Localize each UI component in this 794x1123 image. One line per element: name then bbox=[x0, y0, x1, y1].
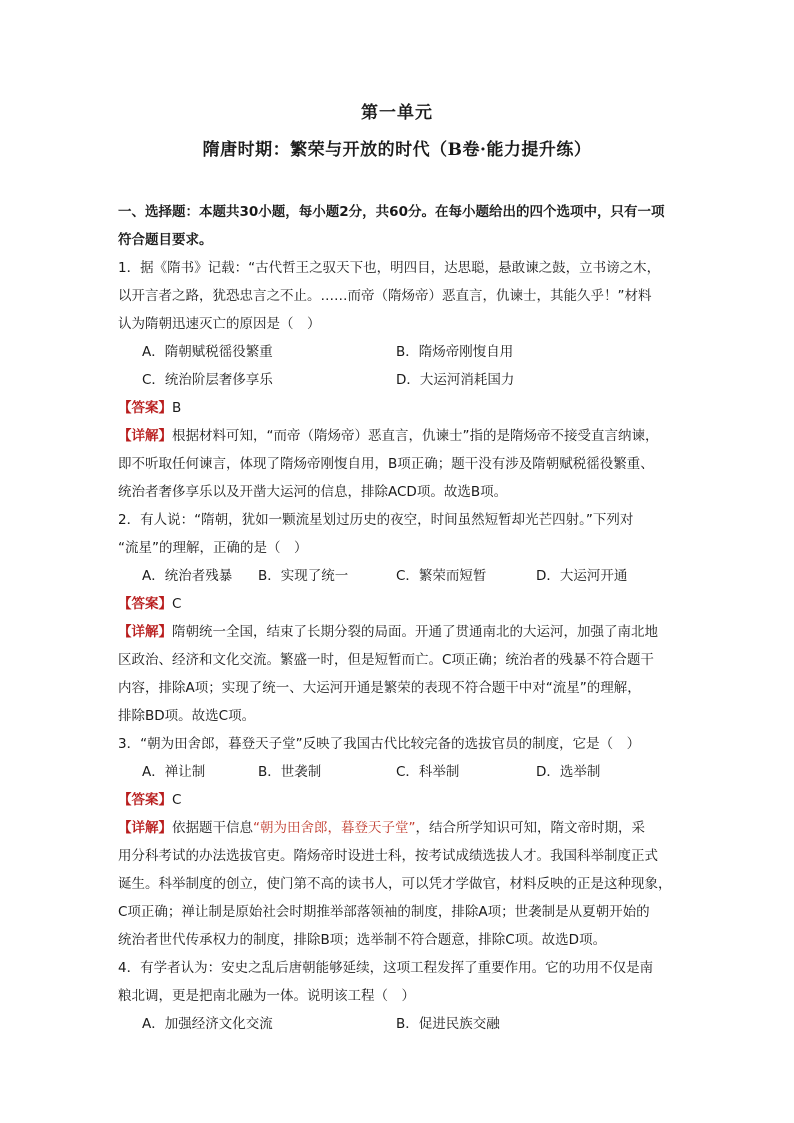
q2-answer bbox=[118, 590, 678, 618]
q3-option-c: C．科举制 bbox=[396, 764, 460, 780]
q2-explanation-line: 排除BD项。故选C项。 bbox=[118, 708, 256, 724]
q4-option-a: A．加强经济文化交流 bbox=[142, 1016, 273, 1032]
explanation-text: 依据题干信息 bbox=[172, 820, 253, 836]
unit-title: 第一单元 bbox=[361, 103, 433, 123]
answer-value: B bbox=[172, 400, 182, 416]
q2-stem-line: 2．有人说：“隋朝，犹如一颗流星划过历史的夜空，时间虽然短暂却光芒四射。”下列对 bbox=[118, 512, 634, 528]
explanation-tag: 【详解】 bbox=[118, 624, 172, 640]
q3-explanation-line: C项正确；禅让制是原始社会时期推举部落领袖的制度，排除A项；世袭制是从夏朝开始的 bbox=[118, 904, 650, 920]
q3-explanation-line: 诞生。科举制度的创立，使门第不高的读书人，可以凭才学做官，材料反映的正是这种现象， bbox=[118, 876, 672, 892]
answer-tag: 【答案】 bbox=[118, 596, 172, 612]
q2-option-d: D．大运河开通 bbox=[536, 568, 628, 584]
q1-explanation-line: 即不听取任何谏言，体现了隋炀帝刚愎自用，B项正确；题干没有涉及隋朝赋税徭役繁重、 bbox=[118, 456, 654, 472]
answer-tag: 【答案】 bbox=[118, 400, 172, 416]
q3-answer bbox=[118, 786, 678, 814]
q3-explanation-line: 用分科考试的办法选拔官吏。隋炀帝时设进士科，按考试成绩选拔人才。我国科举制度正式 bbox=[118, 848, 658, 864]
q1-stem-line: 以开言者之路，犹恐忠言之不止。……而帝（隋炀帝）恶直言，仇谏士，其能久乎！”材料 bbox=[118, 288, 652, 304]
q1-explanation-line: 统治者奢侈享乐以及开凿大运河的信息，排除ACD项。故选B项。 bbox=[118, 484, 508, 500]
explanation-tag: 【详解】 bbox=[118, 428, 172, 444]
q4-options-row bbox=[118, 1010, 678, 1038]
answer-value: C bbox=[172, 596, 182, 612]
q1-option-c: C．统治阶层奢侈享乐 bbox=[142, 372, 273, 388]
explanation-tag: 【详解】 bbox=[118, 820, 172, 836]
q3-explanation-line bbox=[118, 814, 678, 842]
q1-option-a: A．隋朝赋税徭役繁重 bbox=[142, 344, 273, 360]
q3-stem-line: 3．“朝为田舍郎，暮登天子堂”反映了我国古代比较完备的选拔官员的制度，它是（ ） bbox=[118, 736, 641, 752]
explanation-text: 根据材料可知，“而帝（隋炀帝）恶直言，仇谏士”指的是隋炀帝不接受直言纳谏， bbox=[172, 428, 659, 444]
q4-option-b: B．促进民族交融 bbox=[396, 1016, 500, 1032]
q1-stem-line: 认为隋朝迅速灭亡的原因是（ ） bbox=[118, 316, 321, 332]
q1-options-row bbox=[118, 366, 678, 394]
explanation-text: 隋朝统一全国，结束了长期分裂的局面。开通了贯通南北的大运河，加强了南北地 bbox=[172, 624, 658, 640]
document-title: 隋唐时期：繁荣与开放的时代（B卷·能力提升练） bbox=[202, 140, 592, 160]
q1-option-b: B．隋炀帝刚愎自用 bbox=[396, 344, 514, 360]
q1-answer bbox=[118, 394, 678, 422]
q2-option-b: B．实现了统一 bbox=[258, 568, 349, 584]
q2-explanation-line: 区政治、经济和文化交流。繁盛一时，但是短暂而亡。C项正确；统治者的残暴不符合题干 bbox=[118, 652, 654, 668]
explanation-quote: “朝为田舍郎，暮登天子堂” bbox=[253, 820, 416, 836]
q4-stem-line: 粮北调，更是把南北融为一体。说明该工程（ ） bbox=[118, 988, 415, 1004]
q2-option-c: C．繁荣而短暂 bbox=[396, 568, 487, 584]
q3-options-row bbox=[118, 758, 678, 786]
q3-option-a: A．禅让制 bbox=[142, 764, 206, 780]
q1-option-d: D．大运河消耗国力 bbox=[396, 372, 515, 388]
answer-value: C bbox=[172, 792, 182, 808]
explanation-text: ，结合所学知识可知，隋文帝时期，采 bbox=[415, 820, 645, 836]
q3-option-d: D．选举制 bbox=[536, 764, 601, 780]
q2-options-row bbox=[118, 562, 678, 590]
q1-options-row bbox=[118, 338, 678, 366]
q3-option-b: B．世袭制 bbox=[258, 764, 322, 780]
q1-stem-line: 1．据《隋书》记载：“古代哲王之驭天下也，明四目，达思聪，悬敢谏之鼓，立书谤之木， bbox=[118, 260, 661, 276]
section-heading-line-1: 一、选择题：本题共30小题，每小题2分，共60分。在每小题给出的四个选项中，只有一项 bbox=[118, 204, 665, 220]
document-body bbox=[118, 198, 678, 1038]
q2-explanation-line: 内容，排除A项；实现了统一、大运河开通是繁荣的表现不符合题干中对“流星”的理解， bbox=[118, 680, 641, 696]
q2-option-a: A．统治者残暴 bbox=[142, 568, 233, 584]
q4-stem-line: 4．有学者认为：安史之乱后唐朝能够延续，这项工程发挥了重要作用。它的功用不仅是南 bbox=[118, 960, 654, 976]
q2-stem-line: “流星”的理解，正确的是（ ） bbox=[118, 540, 308, 556]
q1-explanation-line bbox=[118, 422, 678, 450]
q2-explanation-line bbox=[118, 618, 678, 646]
section-heading-line-2: 符合题目要求。 bbox=[118, 232, 213, 248]
answer-tag: 【答案】 bbox=[118, 792, 172, 808]
q3-explanation-line: 统治者世代传承权力的制度，排除B项；选举制不符合题意，排除C项。故选D项。 bbox=[118, 932, 607, 948]
